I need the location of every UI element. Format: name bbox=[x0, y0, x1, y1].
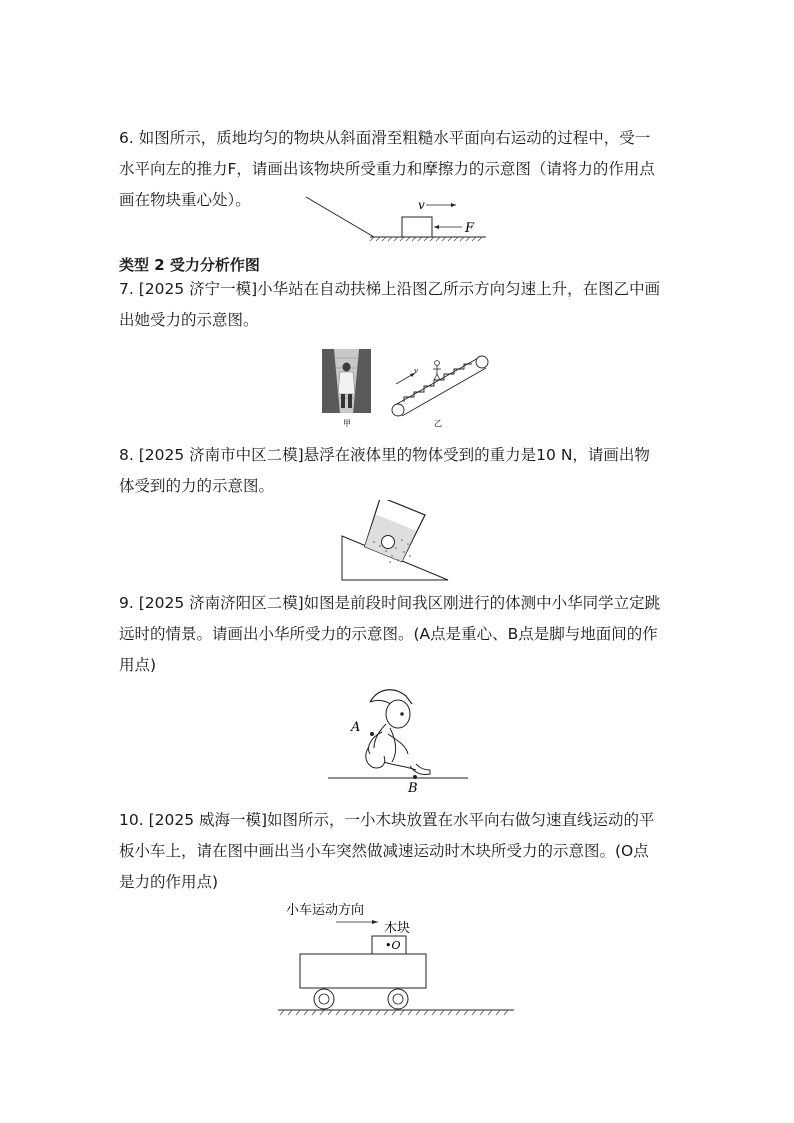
point-b-label: B bbox=[408, 781, 418, 794]
question-9-line-1: 9. [2025 济南济阳区二模]如图是前段时间我区刚进行的体测中小华同学立定跳 bbox=[119, 594, 661, 612]
point-o-label: •O bbox=[385, 939, 401, 952]
escalator-diagram bbox=[392, 356, 488, 416]
velocity-label: v bbox=[414, 367, 418, 375]
question-10-line-3: 是力的作用点) bbox=[119, 873, 219, 891]
question-9-line-3: 用点) bbox=[119, 656, 157, 674]
question-7 bbox=[119, 274, 679, 336]
figure-long-jump bbox=[326, 682, 472, 794]
right-wheel bbox=[388, 989, 408, 1009]
question-7-line-1: 7. [2025 济宁一模]小华站在自动扶梯上沿图乙所示方向匀速上升，在图乙中画 bbox=[119, 280, 661, 298]
center-of-mass-point bbox=[370, 732, 374, 736]
jumper-figure bbox=[366, 690, 430, 775]
direction-arrow-head bbox=[372, 920, 378, 924]
section-heading: 类型 2 受力分析作图 bbox=[119, 256, 260, 274]
left-wheel bbox=[314, 989, 334, 1009]
question-6-line-3: 画在物块重心处）。 bbox=[119, 191, 251, 209]
contact-point bbox=[413, 775, 417, 779]
question-7-line-2: 出她受力的示意图。 bbox=[119, 311, 259, 329]
block-label: 木块 bbox=[384, 921, 411, 936]
figure-incline-block bbox=[300, 193, 490, 243]
question-10-line-2: 板小车上，请在图中画出当小车突然做减速运动时木块所受力的示意图。(O点 bbox=[119, 842, 649, 860]
question-6-line-1: 6. 如图所示，质地均匀的物块从斜面滑至粗糙水平面向右运动的过程中，受一 bbox=[119, 129, 651, 147]
caption-left: 甲 bbox=[343, 419, 351, 428]
question-9-line-2: 远时的情景。请画出小华所受力的示意图。(A点是重心、B点是脚与地面间的作 bbox=[119, 625, 658, 643]
point-a-label: A bbox=[351, 720, 361, 735]
question-8-line-1: 8. [2025 济南市中区二模]悬浮在液体里的物体受到的重力是10 N，请画出物 bbox=[119, 446, 650, 464]
escalator-photo bbox=[322, 349, 371, 413]
question-10-line-1: 10. [2025 威海一模]如图所示，一小木块放置在水平向右做匀速直线运动的平 bbox=[119, 811, 655, 829]
direction-label: 小车运动方向 bbox=[286, 903, 365, 918]
figure-floating-object bbox=[338, 500, 454, 584]
caption-right: 乙 bbox=[434, 419, 442, 428]
question-8 bbox=[119, 440, 679, 502]
block bbox=[402, 217, 432, 237]
question-6-line-2: 水平向左的推力F，请画出该物块所受重力和摩擦力的示意图（请将力的作用点 bbox=[119, 160, 655, 178]
incline-line bbox=[306, 197, 374, 237]
cart-body bbox=[300, 954, 426, 988]
figure-cart-block bbox=[276, 896, 520, 1020]
question-10 bbox=[119, 805, 679, 898]
velocity-label: v bbox=[418, 198, 425, 212]
question-9 bbox=[119, 588, 679, 681]
person-head bbox=[435, 361, 440, 366]
figure-escalator bbox=[320, 348, 490, 430]
floating-ball bbox=[382, 536, 395, 549]
question-8-line-2: 体受到的力的示意图。 bbox=[119, 477, 275, 495]
ground-hatching bbox=[280, 1010, 508, 1015]
ground-hatching bbox=[370, 237, 482, 241]
force-label: F bbox=[465, 221, 475, 236]
force-arrow-head bbox=[434, 225, 439, 229]
velocity-arrow-head bbox=[451, 203, 456, 207]
